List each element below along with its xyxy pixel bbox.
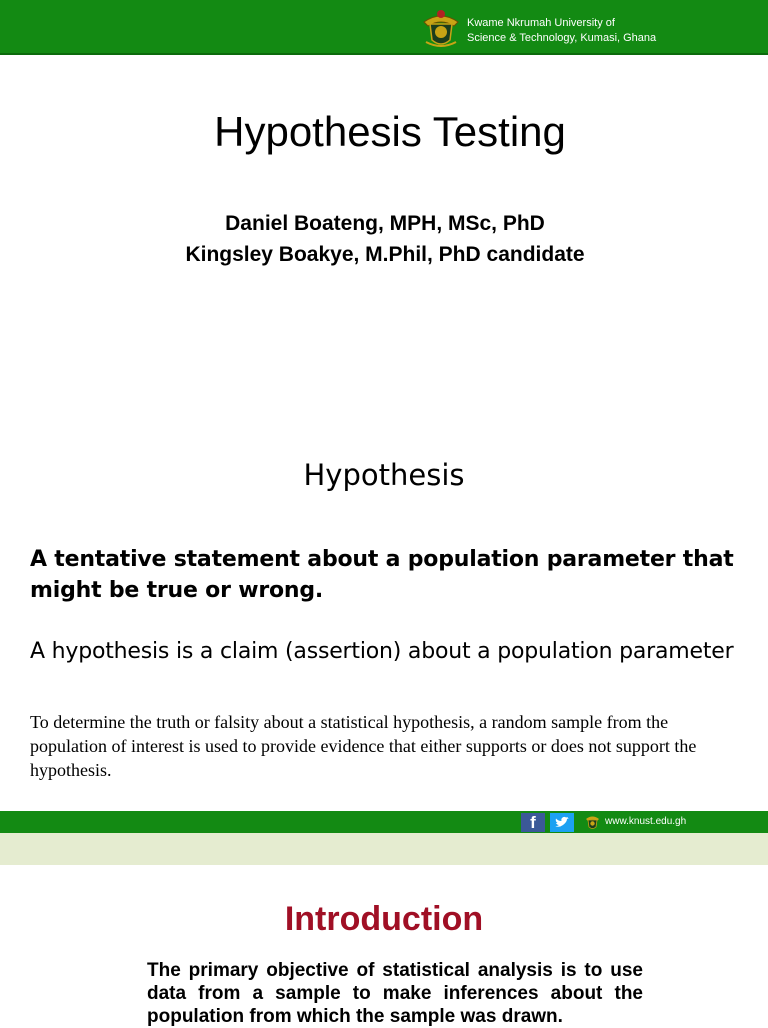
introduction-text: The primary objective of statistical analysis is to use data from a sample to make inferences about the population from which the sample was drawn.	[147, 960, 643, 1027]
author-2: Kingsley Boakye, M.Phil, PhD candidate	[185, 243, 585, 266]
university-line-2: Science & Technology, Kumasi, Ghana	[467, 32, 657, 44]
university-name	[467, 16, 656, 46]
facebook-icon[interactable]: f	[521, 813, 545, 832]
presentation-title: Hypothesis Testing	[214, 108, 566, 155]
hypothesis-paragraph: To determine the truth or falsity about a statistical hypothesis, a random sample from the population of interest is used to provide evidence that either supports or does not support the hypothesis.	[30, 712, 697, 780]
slide-divider-band	[0, 833, 768, 865]
author-1: Daniel Boateng, MPH, MSc, PhD	[225, 212, 545, 235]
hypothesis-definition: A tentative statement about a population parameter that might be true or wrong.	[30, 547, 734, 603]
university-line-1: Kwame Nkrumah University of	[467, 17, 615, 29]
hypothesis-claim: A hypothesis is a claim (assertion) about a population parameter	[30, 639, 734, 664]
crest-icon	[584, 813, 601, 831]
website-link[interactable]: www.knust.edu.gh	[605, 816, 687, 827]
university-crest-icon	[420, 8, 462, 50]
twitter-icon[interactable]	[550, 813, 574, 832]
hypothesis-heading: Hypothesis	[303, 458, 465, 492]
introduction-heading: Introduction	[284, 900, 484, 938]
